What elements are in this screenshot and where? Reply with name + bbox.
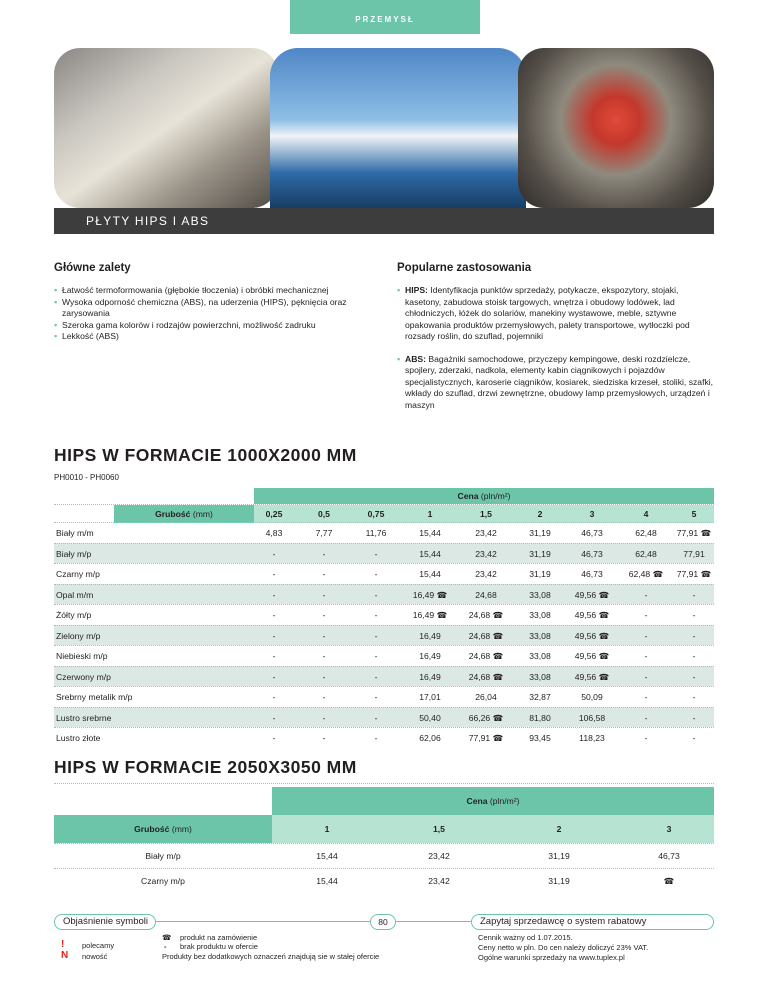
column-header: 2	[556, 824, 562, 834]
column-header: 0,5	[318, 509, 330, 519]
price-cell: 16,49 ☎	[412, 589, 448, 600]
price-cell: -	[644, 671, 648, 682]
price-cell: -	[644, 651, 648, 661]
price-header	[254, 488, 714, 504]
price-cell: -	[322, 712, 326, 723]
table-row	[54, 522, 714, 543]
table2-title: HIPS W FORMACIE 2050X3050 MM	[54, 757, 357, 777]
table-row	[54, 843, 714, 868]
price-cell: -	[374, 671, 378, 682]
car-interior-photo	[54, 48, 278, 208]
benefit-item: ▪ Lekkość (ABS)	[54, 331, 374, 343]
price-cell: -	[692, 589, 696, 600]
price-cell: 11,76	[365, 528, 387, 538]
section-tab: PRZEMYSŁ	[290, 0, 480, 34]
price-cell: -	[322, 569, 326, 579]
price-cell: 77,91 ☎	[676, 528, 712, 538]
price-cell: 31,19	[548, 851, 570, 861]
row-label: Czarny m/p	[56, 569, 100, 579]
price-cell: 26,04	[475, 692, 497, 702]
price-cell: -	[322, 610, 326, 620]
table-row	[54, 707, 714, 728]
price-cell: ☎	[663, 876, 675, 886]
benefits-list	[54, 285, 374, 343]
price-cell: -	[322, 651, 326, 661]
price-cell: -	[322, 548, 326, 559]
column-header: 0,75	[367, 509, 385, 519]
price-cell: 46,73	[581, 569, 603, 579]
price-cell: 81,80	[529, 712, 551, 723]
price-cell: -	[644, 692, 648, 702]
column-header: 3	[666, 824, 672, 834]
price-cell: 15,44	[419, 569, 441, 579]
price-cell: 50,09	[581, 692, 603, 702]
price-cell: 49,56 ☎	[574, 671, 610, 682]
benefits-heading: Główne zalety	[54, 262, 131, 274]
thickness-unit: (mm)	[190, 509, 213, 519]
price-cell: 16,49	[419, 651, 441, 661]
benefit-item: ▪ Łatwość termoformowania (głębokie tłoczenia) i obróbki mechanicznej	[54, 285, 374, 297]
thickness-header	[54, 815, 714, 843]
price-cell: 77,91 ☎	[676, 569, 712, 579]
price-cell: -	[272, 671, 276, 682]
price-cell: -	[374, 610, 378, 620]
price-cell: -	[374, 548, 378, 559]
price-cell: -	[644, 610, 648, 620]
table-row	[54, 666, 714, 687]
price-cell: 93,45	[529, 733, 551, 743]
row-label: Opal m/m	[56, 589, 94, 600]
price-cell: 31,19	[529, 528, 551, 538]
price-cell: 33,08	[529, 610, 551, 620]
price-cell: 46,73	[581, 548, 603, 559]
price-cell: -	[322, 630, 326, 641]
legend-order: produkt na zamówienie	[180, 933, 258, 942]
price-cell: -	[374, 692, 378, 702]
uses-heading: Popularne zastosowania	[397, 262, 532, 274]
price-cell: 118,23	[579, 733, 605, 743]
price-cell: -	[374, 569, 378, 579]
price-cell: 23,42	[428, 876, 450, 886]
price-cell: 46,73	[581, 528, 603, 538]
column-header: 1,5	[480, 509, 492, 519]
price-cell: 77,91	[683, 548, 705, 559]
table-row	[54, 868, 714, 893]
divider	[156, 921, 370, 922]
price-cell: -	[272, 712, 276, 723]
price-cell: 4,83	[265, 528, 283, 538]
price-cell: 24,68 ☎	[468, 671, 504, 682]
price-cell: -	[272, 692, 276, 702]
price-cell: -	[322, 692, 326, 702]
price-cell: 15,44	[419, 548, 441, 559]
row-label: Lustro złote	[56, 733, 101, 743]
row-label: Biały m/m	[56, 528, 94, 538]
price-cell: 16,49 ☎	[412, 610, 448, 620]
use-text: Identyfikacja punktów sprzedaży, potykacze, ekspozytory, stojaki, kasetony, zabudowa stoisk targowych, wnętrza i obudowy lodówek, lad chłodniczych, łóżek do solariów, manekiny wystawowe, meble, sztywne opakowania produktów przemysłowych, palety transportowe, wytłoczki pod rozsady roślin, do szuflad, pojemniki	[405, 285, 690, 341]
price-cell: 49,56 ☎	[574, 589, 610, 600]
row-label: Żółty m/p	[56, 610, 92, 620]
use-label: ABS:	[405, 353, 427, 364]
legend-title: Objaśnienie symboli	[54, 914, 156, 930]
price-cell: 23,42	[475, 528, 497, 538]
price-cell: 17,01	[419, 692, 441, 702]
table-row	[54, 645, 714, 666]
table-row	[54, 625, 714, 646]
table-row	[54, 686, 714, 707]
price-cell: 50,40	[419, 712, 441, 723]
price-cell: -	[692, 651, 696, 661]
price-cell: 33,08	[529, 589, 551, 600]
price-cell: -	[272, 548, 276, 559]
price-cell: 77,91 ☎	[468, 733, 504, 743]
price-cell: -	[692, 630, 696, 641]
price-cell: 24,68 ☎	[468, 651, 504, 661]
price-cell: -	[272, 630, 276, 641]
price-cell: 49,56 ☎	[574, 630, 610, 641]
use-item-abs	[397, 354, 715, 412]
price-cell: 31,19	[529, 548, 551, 559]
price-cell: -	[272, 610, 276, 620]
price-cell: 49,56 ☎	[574, 610, 610, 620]
row-label: Biały m/p	[56, 548, 92, 559]
table-row	[54, 563, 714, 584]
thickness-text: Grubość	[155, 509, 191, 519]
price-cell: -	[692, 692, 696, 702]
price-cell: -	[272, 733, 276, 743]
benefit-item: ▪ Wysoka odporność chemiczna (ABS), na uderzenia (HIPS), pęknięcia oraz zarysowania	[54, 297, 374, 320]
thickness-unit: (mm)	[169, 824, 192, 834]
table-row	[54, 543, 714, 564]
price-cell: 16,49	[419, 630, 441, 641]
price-cell: 62,48	[635, 528, 657, 538]
price-header	[272, 787, 714, 815]
use-item-hips	[397, 285, 715, 343]
legend-none: brak produktu w ofercie	[180, 942, 258, 951]
table-row	[54, 604, 714, 625]
price-cell: -	[692, 733, 696, 743]
price-cell: -	[644, 589, 648, 600]
row-label: Czarny m/p	[141, 876, 185, 886]
price-cell: 23,42	[475, 548, 497, 559]
price-valid: Cennik ważny od 1.07.2015.	[478, 933, 573, 942]
row-label: Niebieski m/p	[56, 651, 108, 661]
price-cell: 24,68 ☎	[468, 630, 504, 641]
column-header: 3	[589, 509, 595, 519]
price-cell: -	[374, 630, 378, 641]
price-unit: (pln/m²)	[487, 796, 520, 806]
use-text: Bagażniki samochodowe, przyczepy kempingowe, deski rozdzielcze, spojlery, zderzaki, nadkola, elementy kabin ciągnikowych i pojazdów specjalistycznych, karoserie ciągników, kosiarek, siedziska krzeseł, stoliki, szafki, wkłady do szuflad, drzwi zewnętrzne, obudowy lamp przemysłowych, urządzeń i maszyn	[405, 353, 714, 410]
price-cell: 62,48 ☎	[628, 569, 664, 579]
discount-info: Zapytaj sprzedawcę o system rabatowy	[471, 914, 714, 930]
divider	[54, 783, 714, 784]
price-cell: -	[374, 712, 378, 723]
price-cell: 33,08	[529, 671, 551, 682]
price-cell: -	[272, 589, 276, 600]
price-cell: -	[692, 712, 696, 723]
column-header: 4	[643, 509, 649, 519]
price-cell: -	[322, 671, 326, 682]
column-header: 1	[324, 824, 330, 834]
new-icon: N	[61, 950, 69, 961]
table1-title: HIPS W FORMACIE 1000X2000 MM	[54, 445, 357, 465]
price-cell: 49,56 ☎	[574, 651, 610, 661]
price-cell: -	[374, 651, 378, 661]
uses-list	[397, 285, 715, 422]
thickness-label	[114, 505, 254, 523]
price-cell: 15,44	[316, 851, 338, 861]
price-cell: 33,08	[529, 630, 551, 641]
phone-icon: ☎	[162, 933, 172, 942]
price-label: Cena	[466, 796, 488, 806]
price-cell: 66,26 ☎	[468, 712, 504, 723]
column-header: 1	[427, 509, 433, 519]
price-cell: 23,42	[475, 569, 497, 579]
price-cell: -	[692, 610, 696, 620]
price-cell: 62,06	[419, 733, 441, 743]
price-cell: 16,49	[419, 671, 441, 682]
price-cell: -	[322, 589, 326, 600]
price-cell: 31,19	[548, 876, 570, 886]
price-cell: 7,77	[315, 528, 333, 538]
banner-title: PŁYTY HIPS I ABS	[54, 208, 242, 234]
price-cell: 23,42	[428, 851, 450, 861]
price-label: Cena	[457, 491, 479, 501]
vat-note: Ceny netto w pln. Do cen należy doliczyć 23% VAT.	[478, 943, 649, 952]
price-cell: -	[644, 630, 648, 641]
price-cell: 32,87	[529, 692, 551, 702]
column-header: 5	[691, 509, 697, 519]
row-label: Czerwony m/p	[56, 671, 111, 682]
column-header: 1,5	[433, 824, 445, 834]
column-header: 0,25	[265, 509, 283, 519]
legend-recommended: polecamy	[82, 941, 115, 950]
row-label: Zielony m/p	[56, 630, 101, 641]
price-cell: -	[272, 651, 276, 661]
price-cell: -	[374, 589, 378, 600]
price-cell: -	[644, 712, 648, 723]
use-label: HIPS:	[405, 285, 428, 295]
price-cell: 46,73	[658, 851, 680, 861]
price-cell: 62,48	[635, 548, 657, 559]
divider	[396, 921, 471, 922]
page-number: 80	[370, 914, 396, 930]
legend-note: Produkty bez dodatkowych oznaczeń znajdują sie w stałej ofercie	[162, 952, 380, 961]
price-cell: -	[272, 569, 276, 579]
terms-note: Ogólne warunki sprzedaży na www.tuplex.pl	[478, 953, 625, 962]
row-label: Srebrny metalik m/p	[56, 692, 133, 702]
price-cell: -	[644, 733, 648, 743]
row-label: Biały m/p	[145, 851, 181, 861]
dash-icon: -	[164, 942, 167, 951]
price-cell: 31,19	[529, 569, 551, 579]
thickness-text: Grubość	[134, 824, 170, 834]
price-cell: 24,68	[475, 589, 497, 600]
thickness-label	[54, 815, 272, 843]
price-cell: 24,68 ☎	[468, 610, 504, 620]
boats-photo	[270, 48, 526, 208]
row-label: Lustro srebrne	[56, 712, 112, 723]
benefit-item: ▪ Szeroka gama kolorów i rodzajów powierzchni, możliwość zadruku	[54, 320, 374, 332]
price-cell: 106,58	[578, 712, 606, 723]
table1-code: PH0010 - PH0060	[54, 473, 119, 482]
price-cell: 15,44	[419, 528, 441, 538]
recommended-icon: !	[61, 939, 65, 950]
price-cell: -	[322, 733, 326, 743]
price-unit: (pln/m²)	[478, 491, 511, 501]
price-cell: -	[692, 671, 696, 682]
legend-new: nowość	[82, 952, 108, 961]
price-cell: 15,44	[316, 876, 338, 886]
column-header: 2	[537, 509, 543, 519]
banner-bar	[54, 208, 714, 234]
motorcycle-photo	[518, 48, 714, 208]
table-row	[54, 584, 714, 605]
price-cell: -	[374, 733, 378, 743]
table-row	[54, 727, 714, 748]
price-cell: 33,08	[529, 651, 551, 661]
thickness-header	[54, 504, 714, 522]
